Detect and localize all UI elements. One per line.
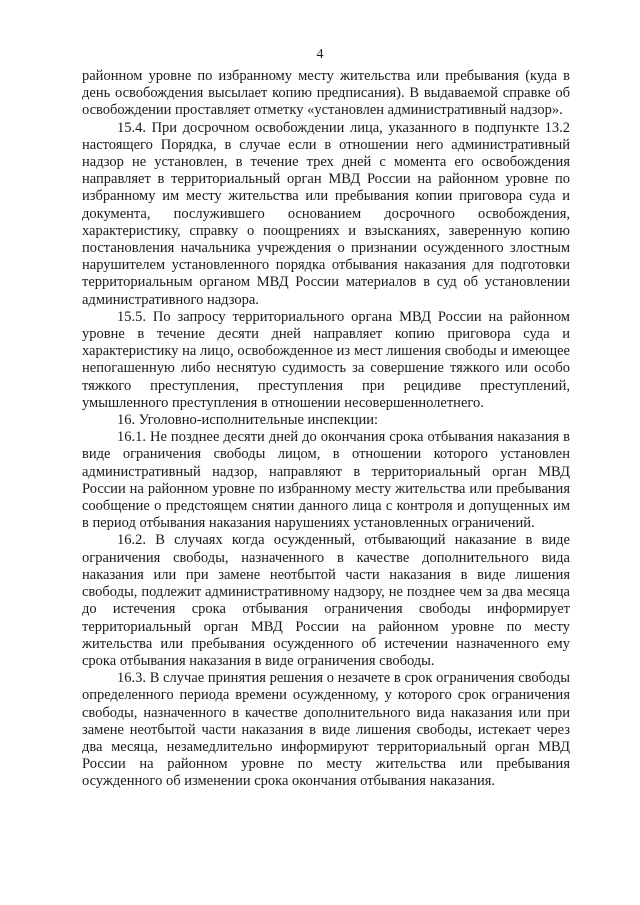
paragraph-16-2: 16.2. В случаях когда осужденный, отбывающий наказание в виде ограничения свободы, назначенного в качестве дополнительного вида наказания или при замене неотбытой части наказания в виде лишения свободы, подлежит административному надзору, не позднее чем за два месяца до истечения срока отбывания ограничения свободы информирует территориальный орган МВД России на районном уровне по месту жительства или пребывания осужденного об истечении назначенного ему срока отбывания наказания в виде ограничения свободы. bbox=[82, 532, 570, 669]
paragraph-15-4: 15.4. При досрочном освобождении лица, указанного в подпункте 13.2 настоящего Порядка, в случае если в отношении него административный надзор не установлен, в течение трех дней с момента его освобождения направляет в территориальный орган МВД России на районном уровне по избранному им месту жительства или пребывания копии приговора суда и документа, послужившего основанием досрочного освобождения, характеристику, справку о поощрениях и взысканиях, заверенную копию постановления начальника учреждения о признании осужденного злостным нарушителем установленного порядка отбывания наказания для подготовки территориальным органом МВД России материалов в суд об установлении административного надзора. bbox=[82, 119, 570, 308]
paragraph-16-3: 16.3. В случае принятия решения о незачете в срок ограничения свободы определенного периода времени осужденному, у которого срок ограничения свободы, назначенного в качестве дополнительного вида наказания или при замене неотбытой части наказания в виде лишения свободы, истекает через два месяца, незамедлительно информируют территориальный орган МВД России на районном уровне по месту жительства или пребывания осужденного об изменении срока окончания отбывания наказания. bbox=[82, 670, 570, 790]
document-body bbox=[82, 68, 570, 791]
paragraph-15-5: 15.5. По запросу территориального органа МВД России на районном уровне в течение десяти дней направляет копию приговора суда и характеристику на лицо, освобожденное из мест лишения свободы и имеющее непогашенную либо неснятую судимость за совершение тяжкого или особо тяжкого преступления, преступления при рецидиве преступлений, умышленного преступления в отношении несовершеннолетнего. bbox=[82, 308, 570, 411]
paragraph-continuation: районном уровне по избранному месту жительства или пребывания (куда в день освобождения высылает копию предписания). В выдаваемой справке об освобождении проставляет отметку «установлен административный надзор». bbox=[82, 68, 570, 119]
paragraph-16-1: 16.1. Не позднее десяти дней до окончания срока отбывания наказания в виде ограничения свободы лицом, в отношении которого установлен административный надзор, направляют в территориальный орган МВД России на районном уровне по избранному месту жительства или пребывания сообщение о предстоящем снятии данного лица с контроля и допущенных им в период отбывания наказания нарушениях установленных ограничений. bbox=[82, 429, 570, 532]
paragraph-16-heading: 16. Уголовно-исполнительные инспекции: bbox=[117, 412, 379, 429]
page-number: 4 bbox=[316, 47, 324, 62]
